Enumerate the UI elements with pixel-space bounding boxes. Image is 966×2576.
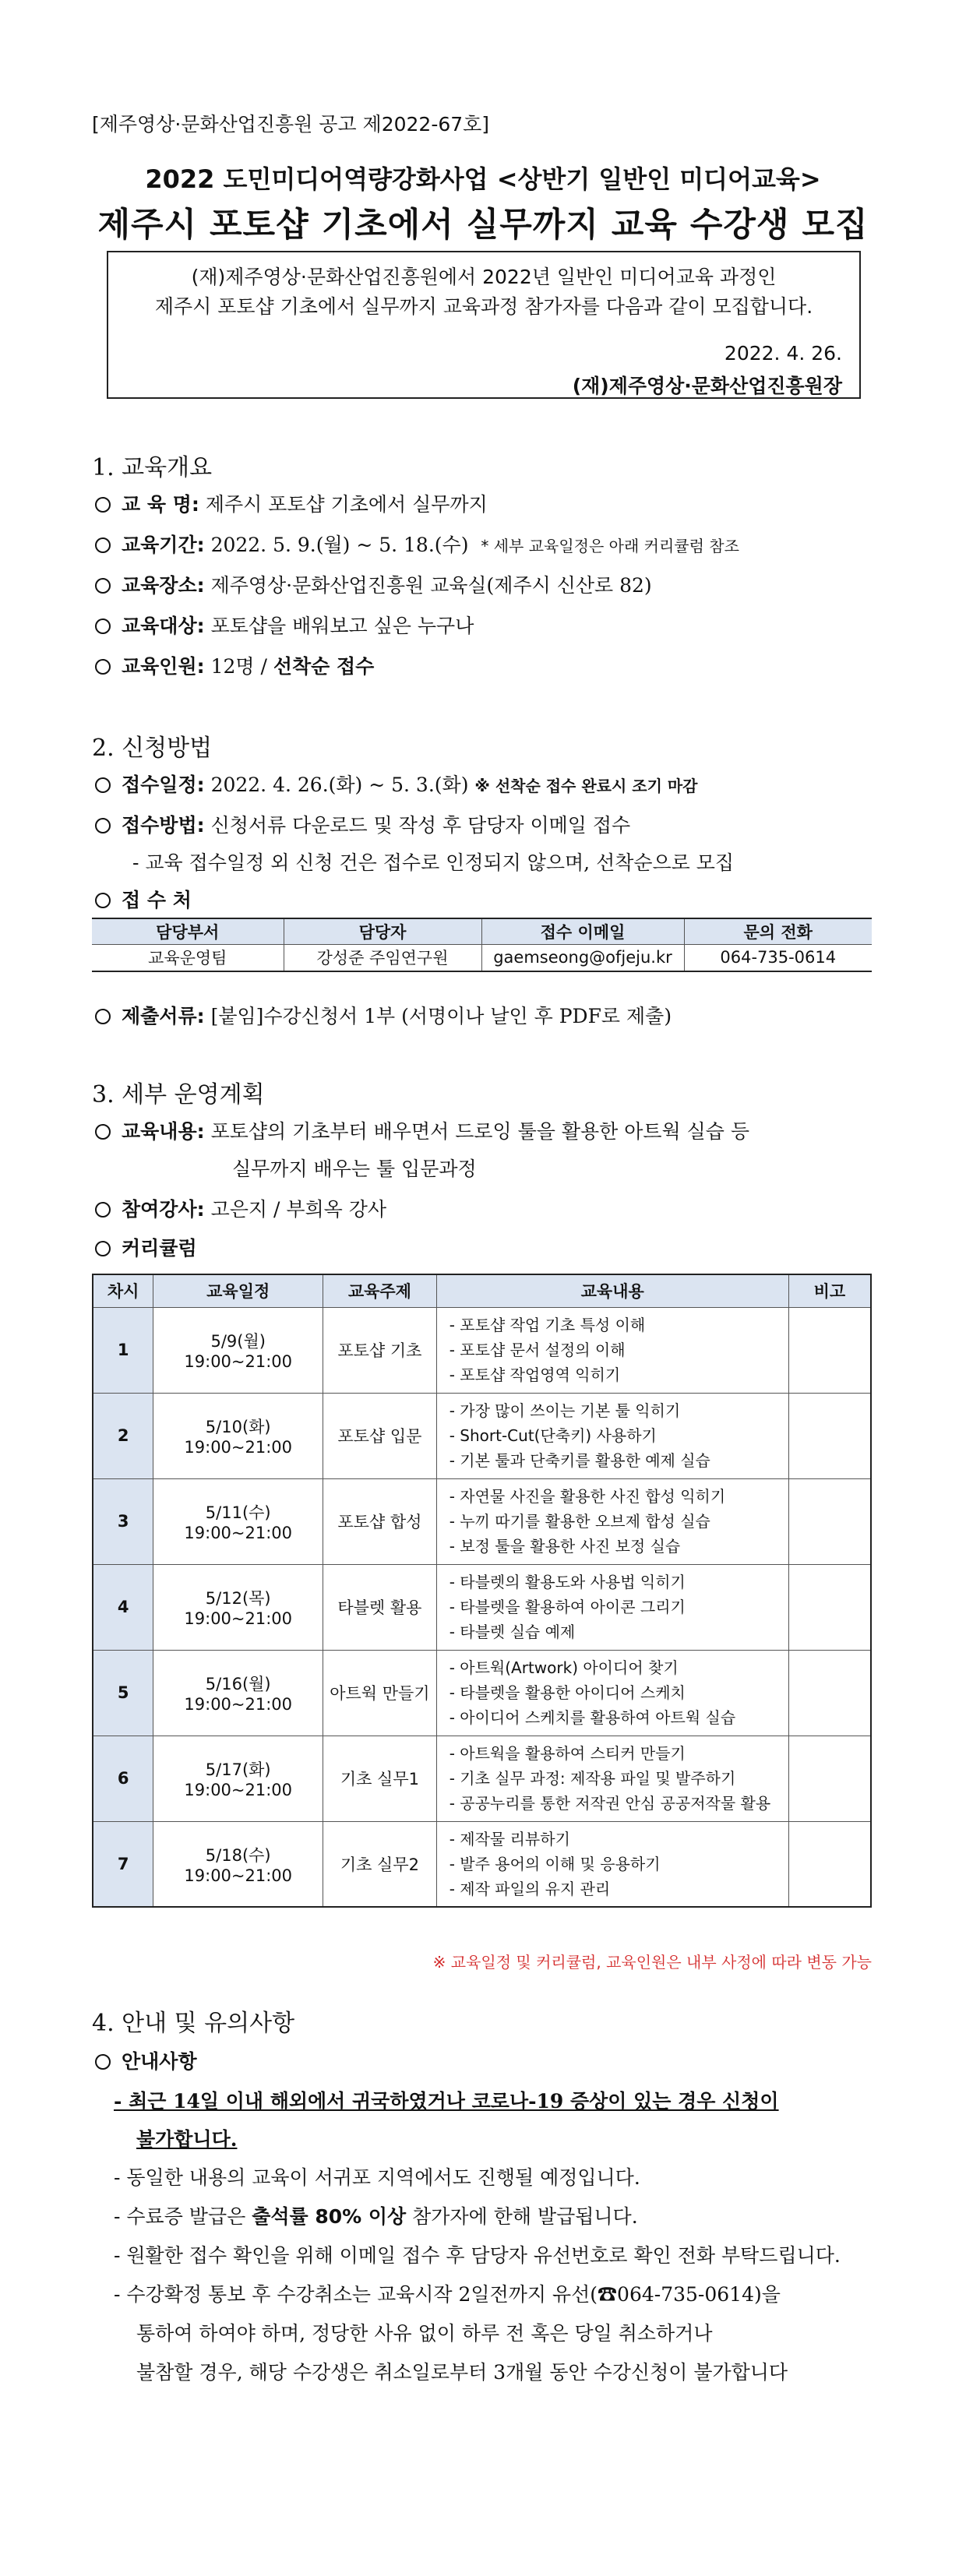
session-remark <box>788 1307 871 1393</box>
session-schedule <box>153 1650 323 1736</box>
session-remark <box>788 1478 871 1564</box>
curriculum-footnote: ※ 교육일정 및 커리큘럼, 교육인원은 내부 사정에 따라 변동 가능 <box>432 1953 872 1972</box>
contact-header: 문의 전화 <box>684 918 872 944</box>
session-remark <box>788 1393 871 1478</box>
intro-line2: 제주시 포토샵 기초에서 실무까지 교육과정 참가자를 다음과 같이 모집합니다. <box>154 295 813 318</box>
session-content <box>436 1564 788 1650</box>
notice-seogwipo: - 동일한 내용의 교육이 서귀포 지역에서도 진행될 예정입니다. <box>114 2166 640 2189</box>
session-schedule <box>153 1736 323 1821</box>
session-time: 19:00~21:00 <box>184 1866 293 1885</box>
session-date: 5/9(월) <box>210 1332 266 1351</box>
circle-bullet-icon <box>95 1009 111 1024</box>
section2-heading: 2. 신청방법 <box>92 735 213 762</box>
session-content-line: - 발주 용어의 이해 및 응용하기 <box>449 1854 661 1873</box>
session-date: 5/17(화) <box>205 1760 271 1779</box>
submit-docs <box>95 1001 672 1029</box>
curriculum-label <box>95 1233 197 1261</box>
apply-period-value: 2022. 4. 26.(화) ~ 5. 3.(화) <box>210 774 469 796</box>
apply-method-label: 접수방법: <box>122 814 205 837</box>
session-content-line: - 보정 툴을 활용한 사진 보정 실습 <box>449 1537 681 1556</box>
session-topic: 포토샵 기초 <box>323 1307 437 1393</box>
notice-certificate-post: 참가자에 한해 발급됩니다. <box>406 2205 638 2228</box>
overview-target <box>95 611 474 639</box>
session-date: 5/16(월) <box>205 1675 271 1693</box>
session-topic: 포토샵 입문 <box>323 1393 437 1478</box>
intro-line1: (재)제주영상·문화산업진흥원에서 2022년 일반인 미디어교육 과정인 <box>191 266 777 288</box>
notice-cancel-1: - 수강확정 통보 후 수강취소는 교육시작 2일전까지 유선(☎064-735-0614)을 <box>114 2283 781 2306</box>
session-time: 19:00~21:00 <box>184 1609 293 1628</box>
intro-box <box>107 251 861 399</box>
table-row <box>93 1821 871 1907</box>
session-number: 1 <box>93 1307 153 1393</box>
notice-label-text: 안내사항 <box>122 2050 197 2073</box>
table-row <box>93 1478 871 1564</box>
session-remark <box>788 1650 871 1736</box>
session-content <box>436 1821 788 1907</box>
table-row <box>93 1307 871 1393</box>
circle-bullet-icon <box>95 537 111 553</box>
circle-bullet-icon <box>95 1124 111 1140</box>
session-content-line: - 포토샵 문서 설정의 이해 <box>449 1341 626 1359</box>
session-content-line: - 타블렛 실습 예제 <box>449 1623 576 1641</box>
session-number: 7 <box>93 1821 153 1907</box>
apply-method <box>95 810 630 838</box>
session-schedule <box>153 1393 323 1478</box>
instructors <box>95 1194 386 1222</box>
session-time: 19:00~21:00 <box>184 1695 293 1714</box>
overview-period-note: * 세부 교육일정은 아래 커리큘럼 참조 <box>481 537 739 555</box>
session-content-line: - 누끼 따기를 활용한 오브제 합성 실습 <box>449 1512 710 1531</box>
notice-certificate-pre: - 수료증 발급은 <box>114 2205 252 2228</box>
notice-certificate <box>114 2201 638 2229</box>
circle-bullet-icon <box>95 1202 111 1218</box>
session-content-line: - 자연물 사진을 활용한 사진 합성 익히기 <box>449 1487 726 1506</box>
receiver-label-text: 접 수 처 <box>122 889 192 911</box>
course-content-line2: 실무까지 배우는 툴 입문과정 <box>232 1158 477 1180</box>
overview-capacity <box>95 651 374 679</box>
notice-certificate-bold: 출석률 80% 이상 <box>252 2205 407 2228</box>
course-content <box>95 1116 749 1144</box>
circle-bullet-icon <box>95 659 111 675</box>
session-number: 4 <box>93 1564 153 1650</box>
contact-header: 담당부서 <box>92 918 284 944</box>
session-topic: 기초 실무1 <box>323 1736 437 1821</box>
session-content-line: - 타블렛을 활용한 아이디어 스케치 <box>449 1683 686 1702</box>
page-title: 제주시 포토샵 기초에서 실무까지 교육 수강생 모집 <box>97 206 869 245</box>
session-content <box>436 1478 788 1564</box>
session-content <box>436 1650 788 1736</box>
session-content-line: - 가장 많이 쓰이는 기본 툴 익히기 <box>449 1401 681 1420</box>
instructors-value: 고은지 / 부희옥 강사 <box>210 1198 387 1221</box>
contact-person: 강성준 주임연구원 <box>284 944 481 971</box>
overview-place-value: 제주영상·문화산업진흥원 교육실(제주시 신산로 82) <box>210 574 652 597</box>
session-content-line: - 기초 실무 과정: 제작용 파일 및 발주하기 <box>449 1769 736 1788</box>
apply-method-value: 신청서류 다운로드 및 작성 후 담당자 이메일 접수 <box>210 814 631 837</box>
overview-target-value: 포토샵을 배워보고 싶은 누구나 <box>210 615 474 637</box>
table-row <box>93 1736 871 1821</box>
notice-cancel-3: 불참할 경우, 해당 수강생은 취소일로부터 3개월 동안 수강신청이 불가합니다 <box>136 2361 788 2384</box>
session-content-line: - Short-Cut(단축키) 사용하기 <box>449 1426 657 1445</box>
overview-name-value: 제주시 포토샵 기초에서 실무까지 <box>205 493 488 516</box>
course-content-label: 교육내용: <box>122 1120 205 1143</box>
session-content-line: - 아이디어 스케치를 활용하여 아트웍 실습 <box>449 1708 736 1727</box>
circle-bullet-icon <box>95 1241 111 1256</box>
session-content-line: - 아트웍(Artwork) 아이디어 찾기 <box>449 1658 679 1677</box>
overview-capacity-value: 12명 / <box>210 655 273 678</box>
session-topic: 포토샵 합성 <box>323 1478 437 1564</box>
course-content-line1: 포토샵의 기초부터 배우면서 드로잉 툴을 활용한 아트웍 실습 등 <box>210 1120 750 1143</box>
apply-period <box>95 770 698 798</box>
session-number: 6 <box>93 1736 153 1821</box>
apply-method-sub: - 교육 접수일정 외 신청 건은 접수로 인정되지 않으며, 선착순으로 모집 <box>132 851 735 874</box>
overview-capacity-bold: 선착순 접수 <box>273 655 375 678</box>
session-time: 19:00~21:00 <box>184 1781 293 1799</box>
session-time: 19:00~21:00 <box>184 1524 293 1542</box>
curriculum-header: 교육주제 <box>323 1274 437 1307</box>
table-row <box>93 1564 871 1650</box>
receiver-label <box>95 885 192 913</box>
notice-covid-2: 불가합니다. <box>136 2128 238 2151</box>
session-content <box>436 1736 788 1821</box>
curriculum-header: 비고 <box>788 1274 871 1307</box>
session-content <box>436 1393 788 1478</box>
contact-phone: 064-735-0614 <box>684 944 872 971</box>
section3-heading: 3. 세부 운영계획 <box>92 1081 265 1108</box>
overview-capacity-label: 교육인원: <box>122 655 205 678</box>
contact-table <box>92 918 872 972</box>
notice-cancel-2: 통하여 하여야 하며, 정당한 사유 없이 하루 전 혹은 당일 취소하거나 <box>136 2322 713 2345</box>
table-row <box>93 1393 871 1478</box>
session-schedule <box>153 1478 323 1564</box>
session-number: 3 <box>93 1478 153 1564</box>
circle-bullet-icon <box>95 893 111 908</box>
session-content-line: - 기본 툴과 단축키를 활용한 예제 실습 <box>449 1451 710 1470</box>
overview-place <box>95 570 652 598</box>
overview-target-label: 교육대상: <box>122 615 205 637</box>
session-topic: 타블렛 활용 <box>323 1564 437 1650</box>
curriculum-header: 교육일정 <box>153 1274 323 1307</box>
table-row <box>92 944 872 971</box>
curriculum-header: 차시 <box>93 1274 153 1307</box>
overview-name-label: 교 육 명: <box>122 493 199 516</box>
circle-bullet-icon <box>95 497 111 513</box>
apply-period-note: ※ 선착순 접수 완료시 조기 마감 <box>474 777 698 795</box>
session-date: 5/11(수) <box>205 1503 271 1522</box>
apply-period-label: 접수일정: <box>122 774 205 796</box>
session-number: 5 <box>93 1650 153 1736</box>
session-date: 5/10(화) <box>205 1418 271 1436</box>
instructors-label: 참여강사: <box>122 1198 205 1221</box>
contact-header: 접수 이메일 <box>481 918 684 944</box>
notice-label <box>95 2046 197 2074</box>
overview-name <box>95 489 488 517</box>
session-remark <box>788 1821 871 1907</box>
circle-bullet-icon <box>95 818 111 833</box>
session-time: 19:00~21:00 <box>184 1352 293 1371</box>
curriculum-table <box>92 1274 872 1908</box>
issuer-org: (재)제주영상·문화산업진흥원장 <box>572 375 842 397</box>
session-content-line: - 제작물 리뷰하기 <box>449 1829 570 1848</box>
overview-period-label: 교육기간: <box>122 534 205 556</box>
notice-date: 2022. 4. 26. <box>724 342 842 365</box>
session-number: 2 <box>93 1393 153 1478</box>
circle-bullet-icon <box>95 2054 111 2070</box>
session-schedule <box>153 1564 323 1650</box>
table-row <box>93 1650 871 1736</box>
notice-number: [제주영상·문화산업진흥원 공고 제2022-67호] <box>92 113 490 136</box>
session-schedule <box>153 1307 323 1393</box>
contact-header: 담당자 <box>284 918 481 944</box>
session-content-line: - 제작 파일의 유지 관리 <box>449 1879 611 1898</box>
contact-email[interactable]: gaemseong@ofjeju.kr <box>481 944 684 971</box>
circle-bullet-icon <box>95 777 111 793</box>
section1-heading: 1. 교육개요 <box>92 454 213 481</box>
session-schedule <box>153 1821 323 1907</box>
session-topic: 아트웍 만들기 <box>323 1650 437 1736</box>
session-content-line: - 타블렛을 활용하여 아이콘 그리기 <box>449 1598 686 1616</box>
title-line1: 2022 도민미디어역량강화사업 <상반기 일반인 미디어교육> <box>145 164 821 194</box>
session-topic: 기초 실무2 <box>323 1821 437 1907</box>
session-time: 19:00~21:00 <box>184 1438 293 1457</box>
submit-docs-label: 제출서류: <box>122 1005 205 1027</box>
overview-place-label: 교육장소: <box>122 574 205 597</box>
contact-department: 교육운영팀 <box>92 944 284 971</box>
section4-heading: 4. 안내 및 유의사항 <box>92 2010 295 2037</box>
curriculum-label-text: 커리큘럼 <box>122 1237 197 1260</box>
session-content-line: - 포토샵 작업 기초 특성 이해 <box>449 1316 646 1334</box>
session-date: 5/12(목) <box>205 1589 271 1608</box>
session-content-line: - 아트웍을 활용하여 스티커 만들기 <box>449 1744 686 1763</box>
session-date: 5/18(수) <box>205 1845 271 1865</box>
overview-period-value: 2022. 5. 9.(월) ~ 5. 18.(수) <box>210 534 469 556</box>
circle-bullet-icon <box>95 618 111 634</box>
notice-covid-1: - 최근 14일 이내 해외에서 귀국하였거나 코로나-19 증상이 있는 경우 신청이 <box>114 2090 779 2113</box>
overview-period <box>95 530 739 558</box>
session-remark <box>788 1736 871 1821</box>
session-content-line: - 공공누리를 통한 저작권 안심 공공저작물 활용 <box>449 1794 771 1813</box>
notice-confirm-call: - 원활한 접수 확인을 위해 이메일 접수 후 담당자 유선번호로 확인 전화 부탁드립니다. <box>114 2244 841 2267</box>
curriculum-header: 교육내용 <box>436 1274 788 1307</box>
session-content-line: - 포토샵 작업영역 익히기 <box>449 1366 621 1384</box>
submit-docs-value: [붙임]수강신청서 1부 (서명이나 날인 후 PDF로 제출) <box>210 1005 672 1027</box>
circle-bullet-icon <box>95 578 111 594</box>
session-remark <box>788 1564 871 1650</box>
session-content-line: - 타블렛의 활용도와 사용법 익히기 <box>449 1573 686 1591</box>
session-content <box>436 1307 788 1393</box>
